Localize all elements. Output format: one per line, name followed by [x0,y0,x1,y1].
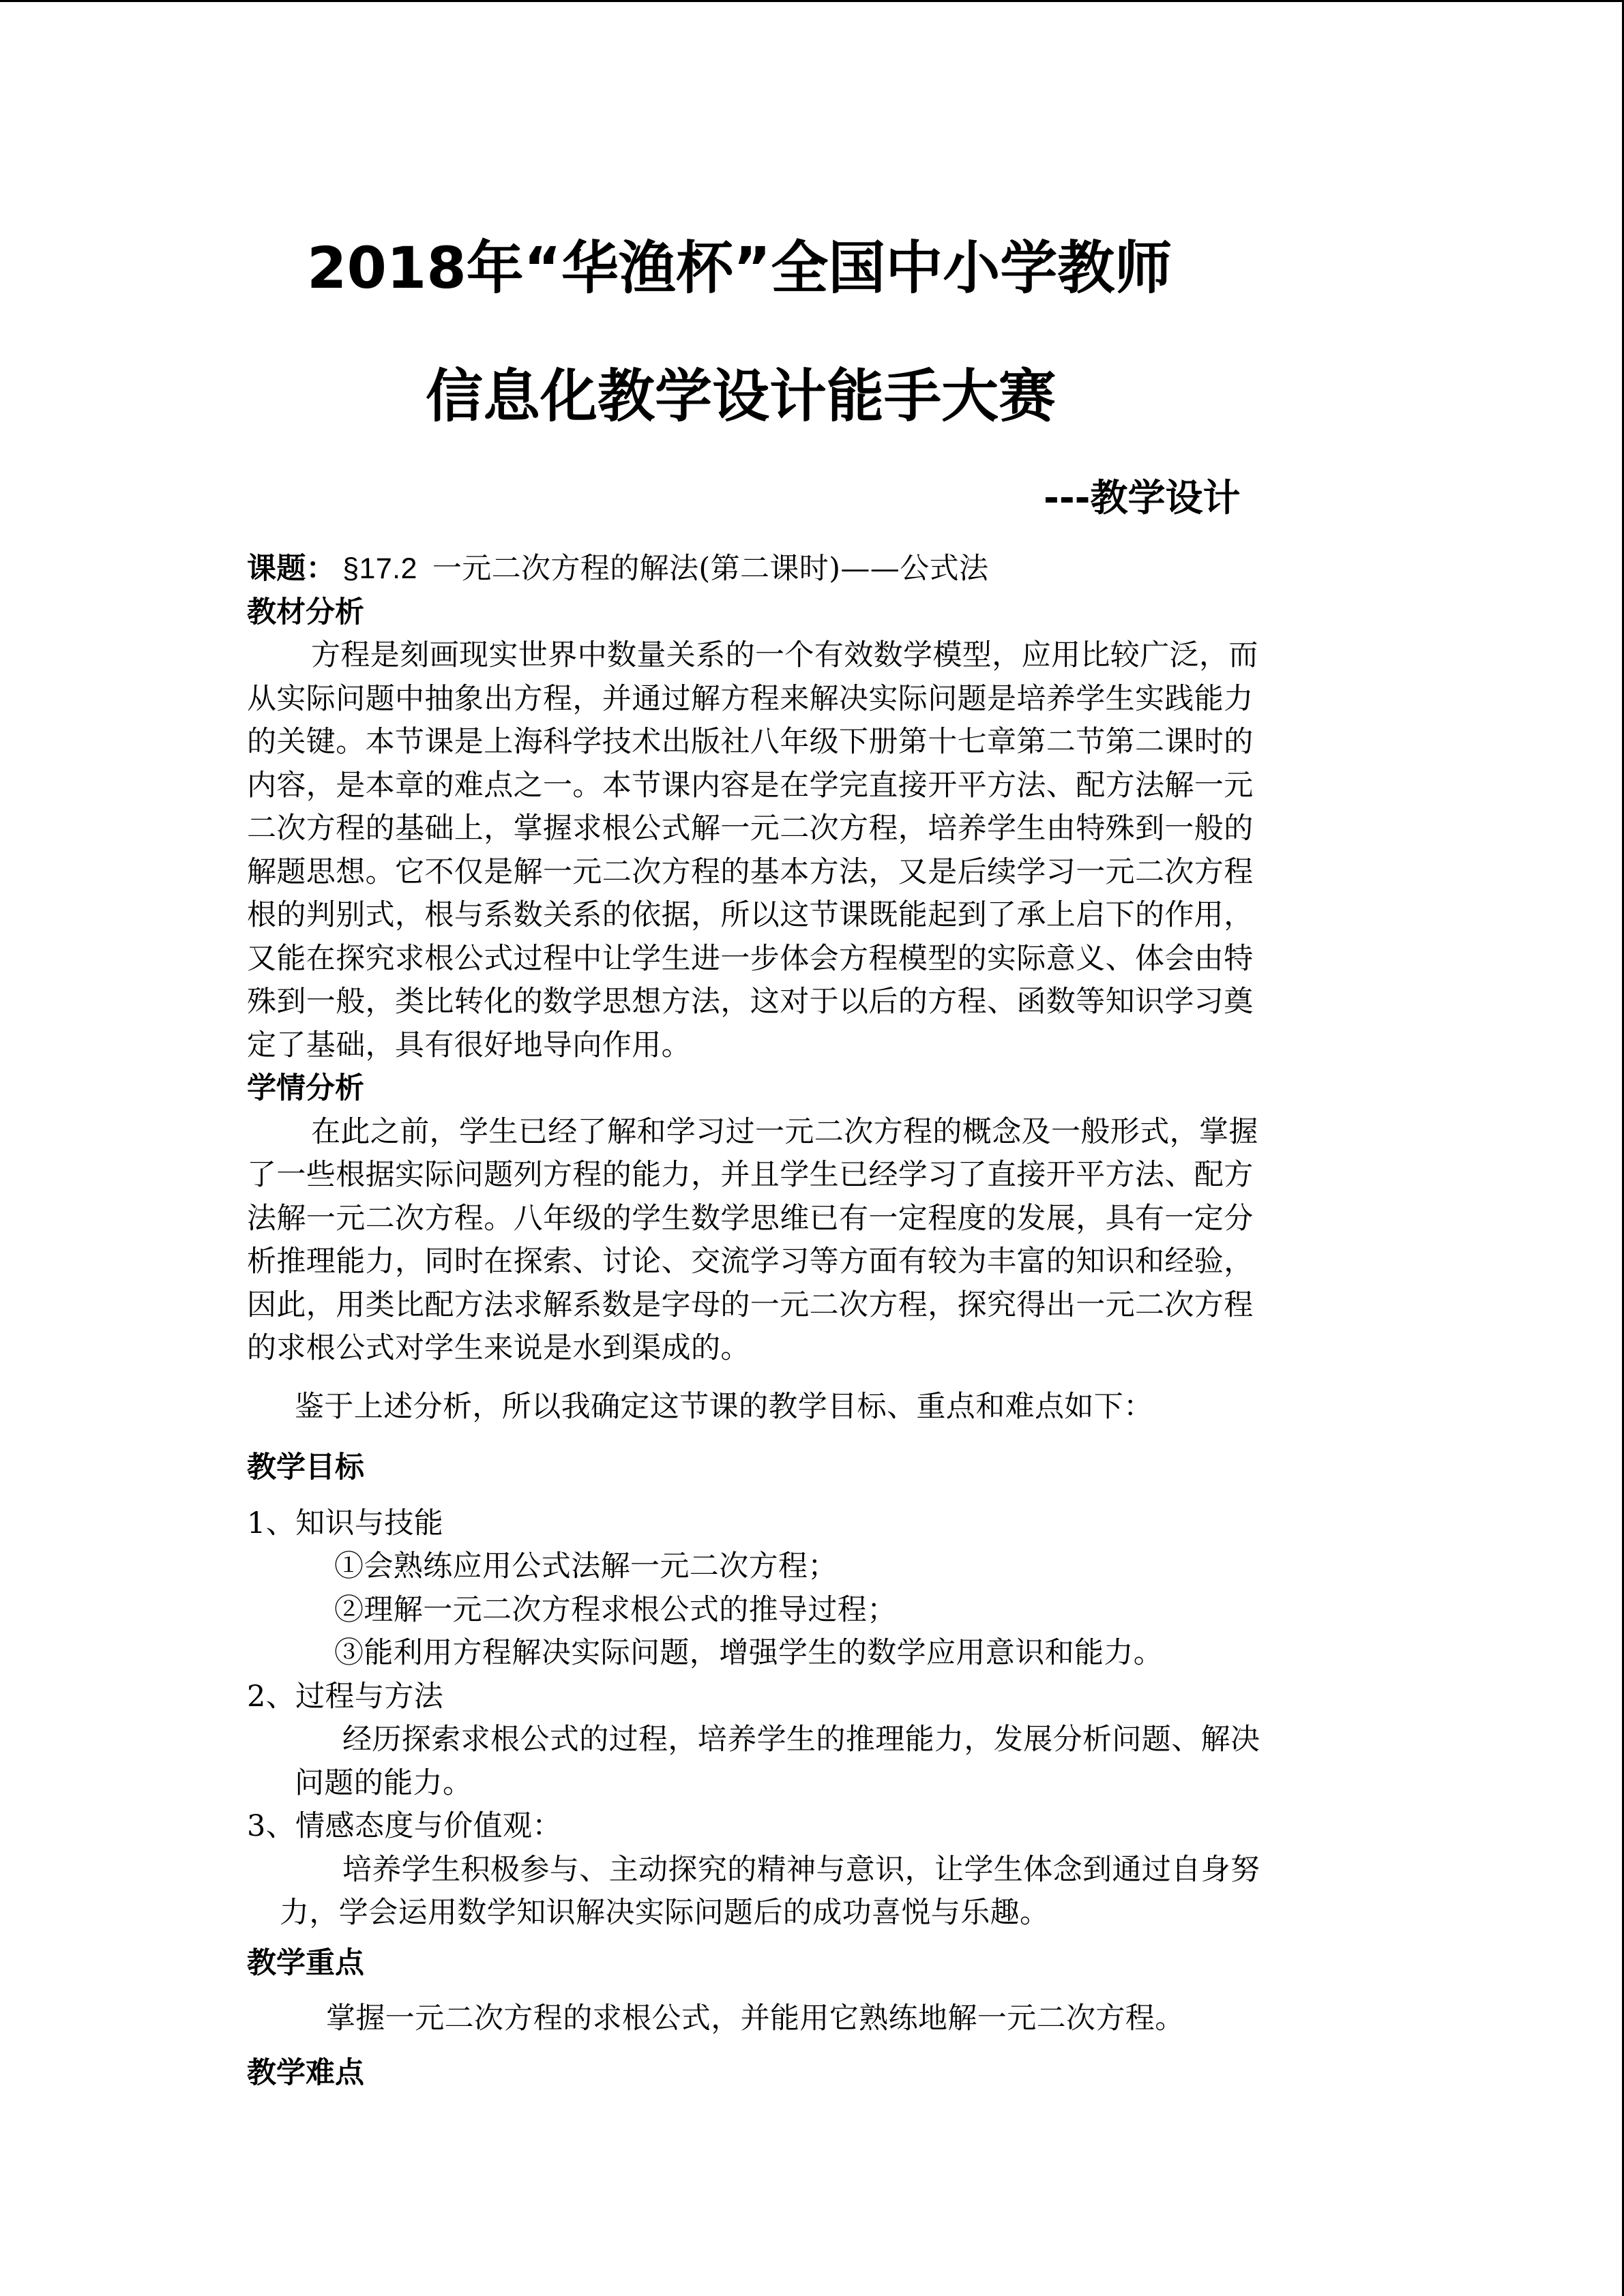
material-analysis-line: 又能在探究求根公式过程中让学生进一步体会方程模型的实际意义、体会由特 [247,941,1254,976]
material-analysis-line: 内容，是本章的难点之一。本节课内容是在学完直接开平方法、配方法解一元 [247,768,1254,803]
document-subtitle: ---教学设计 [1044,476,1241,520]
section-heading-student-analysis: 学情分析 [247,1071,364,1105]
material-analysis-line: 解题思想。它不仅是解一元二次方程的基本方法，又是后续学习一元二次方程 [247,854,1254,889]
objective-process-line: 经历探索求根公式的过程，培养学生的推理能力，发展分析问题、解决 [342,1723,1260,1757]
document-body [247,548,1365,2095]
topic-line [247,548,1365,591]
analysis-summary: 鉴于上述分析，所以我确定这节课的教学目标、重点和难点如下： [295,1389,1153,1424]
student-analysis-line: 了一些根据实际问题列方程的能力，并且学生已经学习了直接开平方法、配方 [247,1158,1254,1192]
section-heading-material-analysis: 教材分析 [247,595,364,629]
student-analysis-line: 在此之前，学生已经了解和学习过一元二次方程的概念及一般形式，掌握 [311,1114,1258,1149]
material-analysis-line: 根的判别式，根与系数关系的依据，所以这节课既能起到了承上启下的作用， [247,898,1254,932]
objective-emotion-line: 培养学生积极参与、主动探究的精神与意识，让学生体念到通过自身努 [342,1852,1260,1887]
objective-process-line: 问题的能力。 [295,1765,473,1800]
topic-section-number: §17.2 [342,552,417,585]
key-point-text: 掌握一元二次方程的求根公式，并能用它熟练地解一元二次方程。 [326,2001,1185,2036]
objective-knowledge-item: ③能利用方程解决实际问题，增强学生的数学应用意识和能力。 [334,1636,1164,1670]
material-analysis-line: 二次方程的基础上，掌握求根公式解一元二次方程，培养学生由特殊到一般的 [247,811,1254,846]
objective-emotion-title: 3、情感态度与价值观： [247,1809,562,1843]
objective-knowledge-item: ①会熟练应用公式法解一元二次方程； [334,1549,838,1583]
student-analysis-line: 法解一元二次方程。八年级的学生数学思维已有一定程度的发展，具有一定分 [247,1201,1254,1236]
student-analysis-line: 因此，用类比配方法求解系数是字母的一元二次方程，探究得出一元二次方程 [247,1287,1254,1322]
document-title-line1: 2018年“华渔杯”全国中小学教师 [307,235,1172,301]
objective-knowledge-title: 1、知识与技能 [247,1506,444,1540]
objective-emotion-line: 力，学会运用数学知识解决实际问题后的成功喜悦与乐趣。 [280,1896,1050,1930]
document-title-line2: 信息化教学设计能手大赛 [426,363,1057,430]
material-analysis-line: 定了基础，具有很好地导向作用。 [247,1028,691,1062]
student-analysis-line: 析推理能力，同时在探索、讨论、交流学习等方面有较为丰富的知识和经验， [247,1244,1254,1279]
material-analysis-line: 的关键。本节课是上海科学技术出版社八年级下册第十七章第二节第二课时的 [247,725,1254,759]
objective-knowledge-item: ②理解一元二次方程求根公式的推导过程； [334,1592,897,1627]
material-analysis-line: 方程是刻画现实世界中数量关系的一个有效数学模型，应用比较广泛，而 [311,638,1258,672]
student-analysis-line: 的求根公式对学生来说是水到渠成的。 [247,1331,750,1365]
topic-text: 一元二次方程的解法(第二课时)——公式法 [432,552,989,586]
section-heading-key-point: 教学重点 [247,1945,364,1980]
objective-process-title: 2、过程与方法 [247,1679,444,1714]
material-analysis-line: 殊到一般，类比转化的数学思想方法，这对于以后的方程、函数等知识学习奠 [247,985,1254,1019]
section-heading-difficulty: 教学难点 [247,2055,364,2090]
topic-label: 课题： [247,552,336,586]
section-heading-objectives: 教学目标 [247,1450,364,1485]
material-analysis-line: 从实际问题中抽象出方程，并通过解方程来解决实际问题是培养学生实践能力 [247,681,1254,716]
